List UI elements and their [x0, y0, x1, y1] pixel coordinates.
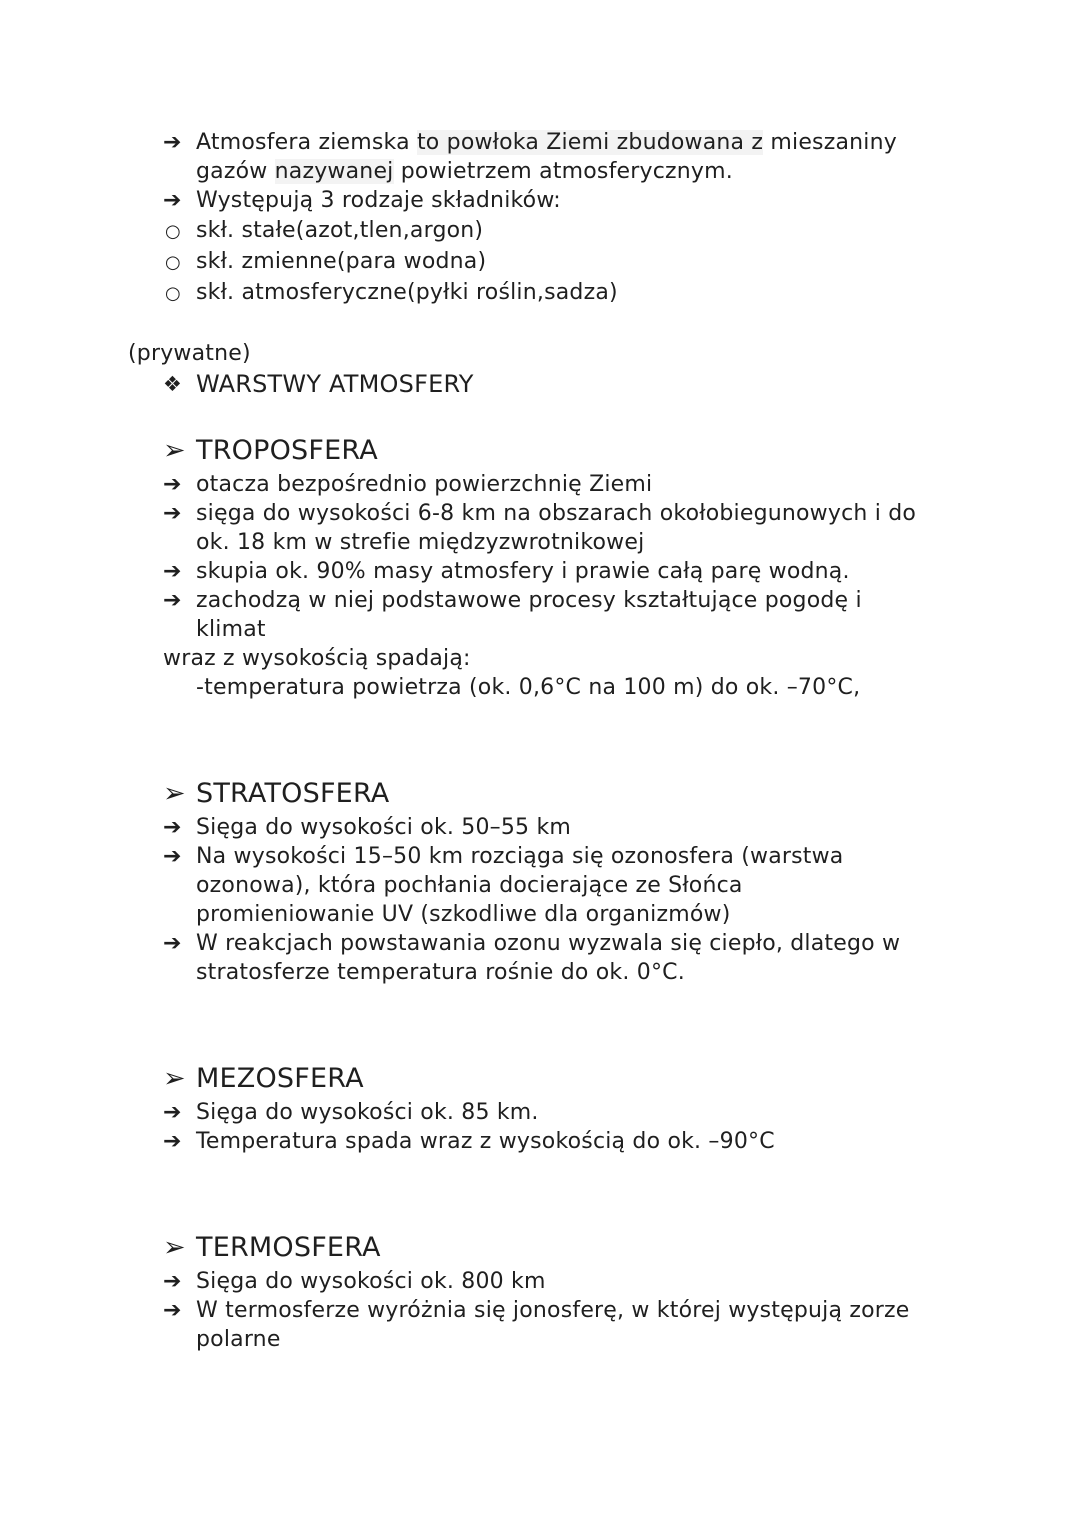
stratosfera-item-continued: ozonowa), która pochłania docierające ze Słońca — [196, 873, 743, 898]
termosfera-item: Sięga do wysokości ok. 800 km — [196, 1269, 546, 1294]
troposfera-item: skupia ok. 90% masy atmosfery i prawie całą parę wodną. — [196, 559, 850, 584]
arrow-icon: ➔ — [163, 588, 182, 613]
intro-text-a: Atmosfera ziemska — [196, 130, 417, 155]
troposfera-item: zachodzą w niej podstawowe procesy kształtujące pogodę i — [196, 588, 862, 613]
intro-text-b: to powłoka Ziemi zbudowana z — [416, 130, 764, 155]
circle-bullet-icon: ○ — [165, 221, 181, 242]
private-note: (prywatne) — [128, 341, 251, 366]
intro-text-f: powietrzem atmosferycznym. — [393, 159, 733, 184]
stratosfera-item-continued: stratosferze temperatura rośnie do ok. 0°C. — [196, 960, 685, 985]
chevron-icon: ➢ — [163, 778, 186, 809]
arrow-icon: ➔ — [163, 472, 182, 497]
troposfera-item-continued: ok. 18 km w strefie międzyzwrotnikowej — [196, 530, 645, 555]
intro-line-2 — [196, 157, 733, 186]
intro-text-d: gazów — [196, 159, 275, 184]
troposfera-falling-label: wraz z wysokością spadają: — [163, 646, 471, 671]
intro-text-c: mieszaniny — [763, 130, 897, 155]
troposfera-item: otacza bezpośrednio powierzchnię Ziemi — [196, 472, 653, 497]
chevron-icon: ➢ — [163, 435, 186, 466]
arrow-icon: ➔ — [163, 1100, 182, 1125]
component-item: skł. zmienne(para wodna) — [196, 249, 487, 274]
intro-components-heading: Występują 3 rodzaje składników: — [196, 188, 561, 213]
section-title: WARSTWY ATMOSFERY — [196, 370, 474, 398]
chevron-icon: ➢ — [163, 1232, 186, 1263]
circle-bullet-icon: ○ — [165, 252, 181, 273]
troposfera-falling-item: -temperatura powietrza (ok. 0,6°C na 100 m) do ok. –70°C, — [196, 675, 861, 700]
arrow-icon: ➔ — [163, 931, 182, 956]
troposfera-item-continued: klimat — [196, 617, 266, 642]
diamond-icon: ❖ — [163, 372, 182, 396]
mezosfera-title: MEZOSFERA — [196, 1063, 364, 1094]
arrow-icon: ➔ — [163, 501, 182, 526]
component-item: skł. stałe(azot,tlen,argon) — [196, 218, 484, 243]
termosfera-title: TERMOSFERA — [196, 1232, 381, 1263]
termosfera-item: W termosferze wyróżnia się jonosferę, w której występują zorze — [196, 1298, 910, 1323]
troposfera-item: sięga do wysokości 6-8 km na obszarach okołobiegunowych i do — [196, 501, 917, 526]
troposfera-title: TROPOSFERA — [196, 435, 378, 466]
intro-line-1 — [196, 128, 897, 157]
component-item: skł. atmosferyczne(pyłki roślin,sadza) — [196, 280, 618, 305]
stratosfera-item: Na wysokości 15–50 km rozciąga się ozonosfera (warstwa — [196, 844, 844, 869]
arrow-icon: ➔ — [163, 130, 182, 155]
stratosfera-item-continued: promieniowanie UV (szkodliwe dla organizmów) — [196, 902, 731, 927]
arrow-icon: ➔ — [163, 1129, 182, 1154]
mezosfera-item: Sięga do wysokości ok. 85 km. — [196, 1100, 539, 1125]
chevron-icon: ➢ — [163, 1063, 186, 1094]
stratosfera-title: STRATOSFERA — [196, 778, 390, 809]
termosfera-item-continued: polarne — [196, 1327, 281, 1352]
arrow-icon: ➔ — [163, 844, 182, 869]
arrow-icon: ➔ — [163, 559, 182, 584]
stratosfera-item: Sięga do wysokości ok. 50–55 km — [196, 815, 572, 840]
arrow-icon: ➔ — [163, 815, 182, 840]
mezosfera-item: Temperatura spada wraz z wysokością do ok. –90°C — [196, 1129, 775, 1154]
stratosfera-item: W reakcjach powstawania ozonu wyzwala się ciepło, dlatego w — [196, 931, 901, 956]
intro-text-e: nazywanej — [274, 159, 394, 184]
arrow-icon: ➔ — [163, 1298, 182, 1323]
arrow-icon: ➔ — [163, 1269, 182, 1294]
arrow-icon: ➔ — [163, 188, 182, 213]
circle-bullet-icon: ○ — [165, 283, 181, 304]
